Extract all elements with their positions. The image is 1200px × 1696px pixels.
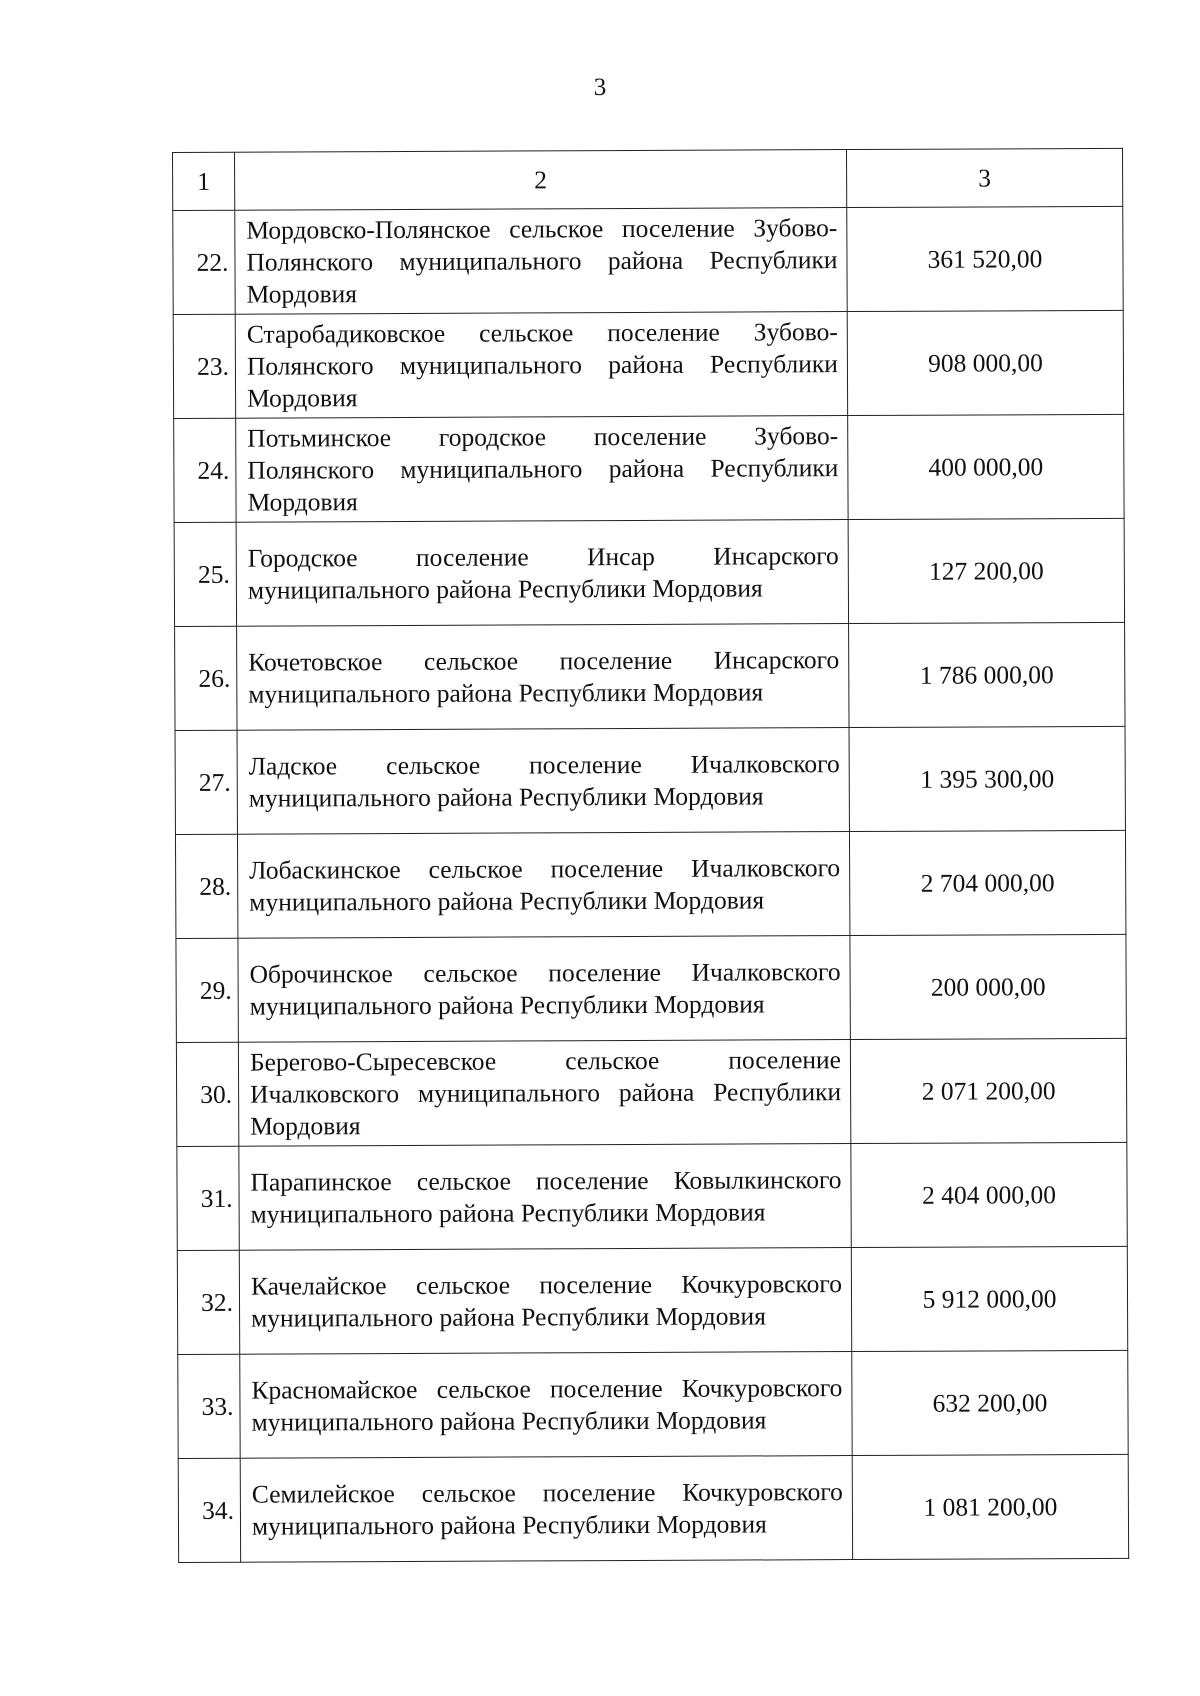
amount: 1 786 000,00 — [849, 622, 1125, 727]
settlement-name: Кочетовское сельское поселение Инсарского муниципального района Республики Мордовия — [237, 624, 849, 731]
row-number: 32. — [177, 1250, 239, 1354]
settlement-name: Красномайское сельское поселение Кочкуровского муниципального района Республики Мордовия — [240, 1352, 852, 1459]
column-header-amount: 3 — [846, 148, 1122, 207]
row-number: 34. — [178, 1458, 240, 1562]
settlement-name: Берегово-Сыресевское сельское поселение Ичалковского муниципального района Республики Мордовия — [238, 1040, 850, 1147]
table-row — [174, 518, 1124, 626]
settlement-name: Ладское сельское поселение Ичалковского муниципального района Республики Мордовия — [237, 728, 849, 835]
row-number: 25. — [174, 522, 236, 626]
row-number: 29. — [176, 938, 238, 1042]
table-row — [173, 310, 1123, 418]
table-row — [176, 1038, 1126, 1146]
table-row — [177, 1142, 1127, 1250]
amount: 200 000,00 — [850, 934, 1126, 1039]
table-row — [175, 726, 1125, 834]
table-row — [175, 622, 1125, 730]
row-number: 30. — [176, 1042, 238, 1146]
amount: 361 520,00 — [847, 206, 1123, 311]
column-header-number: 1 — [173, 152, 235, 210]
amount: 908 000,00 — [847, 310, 1123, 415]
table-row — [178, 1454, 1128, 1562]
amount: 5 912 000,00 — [851, 1246, 1127, 1351]
column-header-name: 2 — [235, 150, 847, 211]
settlement-name: Потьминское городское поселение Зубово-Полянского муниципального района Республики Мордовия — [236, 416, 848, 523]
settlement-name: Старобадиковское сельское поселение Зубово-Полянского муниципального района Республики Мордовия — [235, 312, 847, 419]
settlement-name: Оброчинское сельское поселение Ичалковского муниципального района Республики Мордовия — [238, 936, 850, 1043]
settlement-name: Мордовско-Полянское сельское поселение Зубово-Полянского муниципального района Республики Мордовия — [235, 208, 847, 315]
settlement-name: Лобаскинское сельское поселение Ичалковского муниципального района Республики Мордовия — [237, 832, 849, 939]
row-number: 27. — [175, 730, 237, 834]
amount: 400 000,00 — [848, 414, 1124, 519]
settlement-name: Качелайское сельское поселение Кочкуровского муниципального района Республики Мордовия — [239, 1248, 851, 1355]
row-number: 24. — [174, 418, 236, 522]
table-row — [175, 830, 1125, 938]
row-number: 28. — [175, 834, 237, 938]
table-row — [174, 414, 1124, 522]
row-number: 33. — [178, 1354, 240, 1458]
settlement-name: Парапинское сельское поселение Ковылкинского муниципального района Республики Мордовия — [239, 1144, 851, 1251]
table-row — [178, 1350, 1128, 1458]
row-number: 23. — [173, 314, 235, 418]
amount: 2 071 200,00 — [850, 1038, 1126, 1143]
row-number: 31. — [177, 1146, 239, 1250]
table-row — [173, 206, 1123, 314]
page-number: 3 — [593, 74, 607, 101]
table-row — [176, 934, 1126, 1042]
amount: 2 704 000,00 — [849, 830, 1125, 935]
amount: 1 395 300,00 — [849, 726, 1125, 831]
amount: 632 200,00 — [852, 1350, 1128, 1455]
table-row — [177, 1246, 1127, 1354]
allocation-table — [172, 148, 1129, 1563]
amount: 127 200,00 — [848, 518, 1124, 623]
row-number: 22. — [173, 210, 235, 314]
amount: 1 081 200,00 — [852, 1454, 1128, 1559]
settlement-name: Городское поселение Инсар Инсарского муниципального района Республики Мордовия — [236, 520, 848, 627]
amount: 2 404 000,00 — [851, 1142, 1127, 1247]
row-number: 26. — [175, 626, 237, 730]
settlement-name: Семилейское сельское поселение Кочкуровского муниципального района Республики Мордовия — [240, 1456, 852, 1563]
table-header-row — [173, 148, 1123, 210]
